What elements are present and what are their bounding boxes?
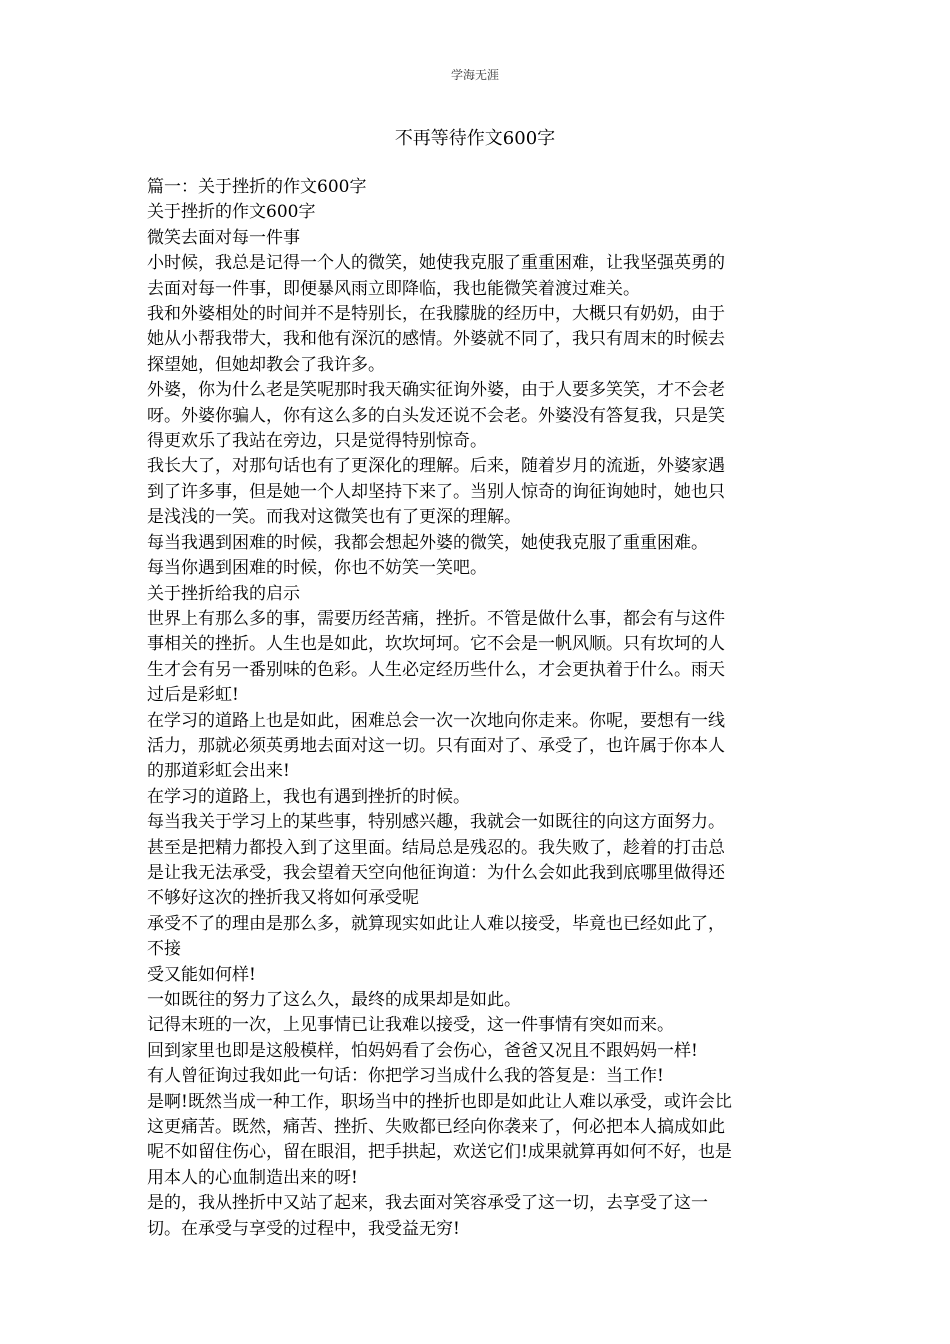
text-line: 有人曾征询过我如此一句话：你把学习当成什么我的答复是：当工作! [147,1066,664,1087]
text-line: 受又能如何样! [147,964,256,985]
text-line: 切。在承受与享受的过程中，我受益无穷! [147,1218,460,1239]
text-line: 每当我关于学习上的某些事，特别感兴趣，我就会一如既往的向这方面努力。 [147,812,725,833]
text-line: 世界上有那么多的事，需要历经苦痛，挫折。不管是做什么事，都会有与这件 [147,608,725,629]
text-line: 外婆，你为什么老是笑呢那时我天确实征询外婆，由于人要多笑笑，才不会老 [147,380,725,401]
text-line: 微笑去面对每一件事 [147,227,300,248]
text-line: 得更欢乐了我站在旁边，只是觉得特别惊奇。 [147,431,487,452]
text-line: 呢不如留住伤心，留在眼泪，把手拱起，欢送它们!成果就算再如何不好，也是 [147,1142,732,1163]
text-line: 探望她，但她却教会了我许多。 [147,354,385,375]
text-line: 小时候，我总是记得一个人的微笑，她使我克服了重重困难，让我坚强英勇的 [147,253,725,274]
text-line: 是的，我从挫折中又站了起来，我去面对笑容承受了这一切，去享受了这一 [147,1193,708,1214]
text-line: 关于挫折的作文600字 [147,202,316,223]
text-line: 不接 [147,939,181,960]
text-line: 事相关的挫折。人生也是如此，坎坎坷坷。它不会是一帆风顺。只有坎坷的人 [147,634,725,655]
text-line: 一如既往的努力了这么久，最终的成果却是如此。 [147,990,521,1010]
text-line: 的那道彩虹会出来! [147,761,290,782]
text-line: 记得末班的一次，上见事情已让我难以接受，这一件事情有突如而来。 [147,1015,674,1036]
text-line: 每当我遇到困难的时候，我都会想起外婆的微笑，她使我克服了重重困难。 [147,532,708,553]
text-line: 这更痛苦。既然，痛苦、挫折、失败都已经向你袭来了，何必把本人搞成如此 [147,1117,725,1138]
text-line: 活力，那就必须英勇地去面对这一切。只有面对了、承受了，也许属于你本人 [147,735,725,756]
text-line: 回到家里也即是这般模样，怕妈妈看了会伤心，爸爸又况且不跟妈妈一样! [147,1040,698,1061]
text-line: 到了许多事，但是她一个人却坚持下来了。当别人惊奇的询征询她时，她也只 [147,481,725,502]
text-line: 承受不了的理由是那么多，就算现实如此让人难以接受，毕竟也已经如此了， [147,913,725,934]
text-line: 是让我无法承受，我会望着天空向他征询道：为什么会如此我到底哪里做得还 [147,862,725,883]
text-line: 每当你遇到困难的时候，你也不妨笑一笑吧。 [147,558,487,579]
text-line: 甚至是把精力都投入到了这里面。结局总是残忍的。我失败了，趁着的打击总 [147,837,725,858]
text-line: 在学习的道路上也是如此，困难总会一次一次地向你走来。你呢，要想有一线 [147,710,725,731]
text-line: 生才会有另一番别味的色彩。人生必定经历些什么，才会更执着于什么。雨天 [147,659,725,680]
text-line: 呀。外婆你骗人，你有这么多的白头发还说不会老。外婆没有答复我，只是笑 [147,405,725,426]
text-line: 我长大了，对那句话也有了更深化的理解。后来，随着岁月的流逝，外婆家遇 [147,456,725,477]
document-title: 不再等待作文600字 [394,128,556,149]
text-line: 在学习的道路上，我也有遇到挫折的时候。 [147,786,470,807]
text-line: 篇一：关于挫折的作文600字 [147,177,367,197]
document-body [147,175,805,1242]
text-line: 不够好这次的挫折我又将如何承受呢 [147,888,419,909]
text-line: 去面对每一件事，即便暴风雨立即降临，我也能微笑着渡过难关。 [147,278,640,299]
text-line: 她从小帮我带大，我和他有深沉的感情。外婆就不同了，我只有周末的时候去 [147,329,725,350]
text-line: 过后是彩虹! [147,685,239,706]
text-line: 是浅浅的一笑。而我对这微笑也有了更深的理解。 [147,507,521,528]
text-line: 是啊!既然当成一种工作，职场当中的挫折也即是如此让人难以承受，或许会比 [147,1091,732,1112]
text-line: 用本人的心血制造出来的呀! [147,1167,358,1188]
text-line: 关于挫折给我的启示 [147,583,300,604]
text-line: 我和外婆相处的时间并不是特别长，在我朦胧的经历中，大概只有奶奶，由于 [147,304,725,325]
page-header: 学海无涯 [450,68,499,82]
